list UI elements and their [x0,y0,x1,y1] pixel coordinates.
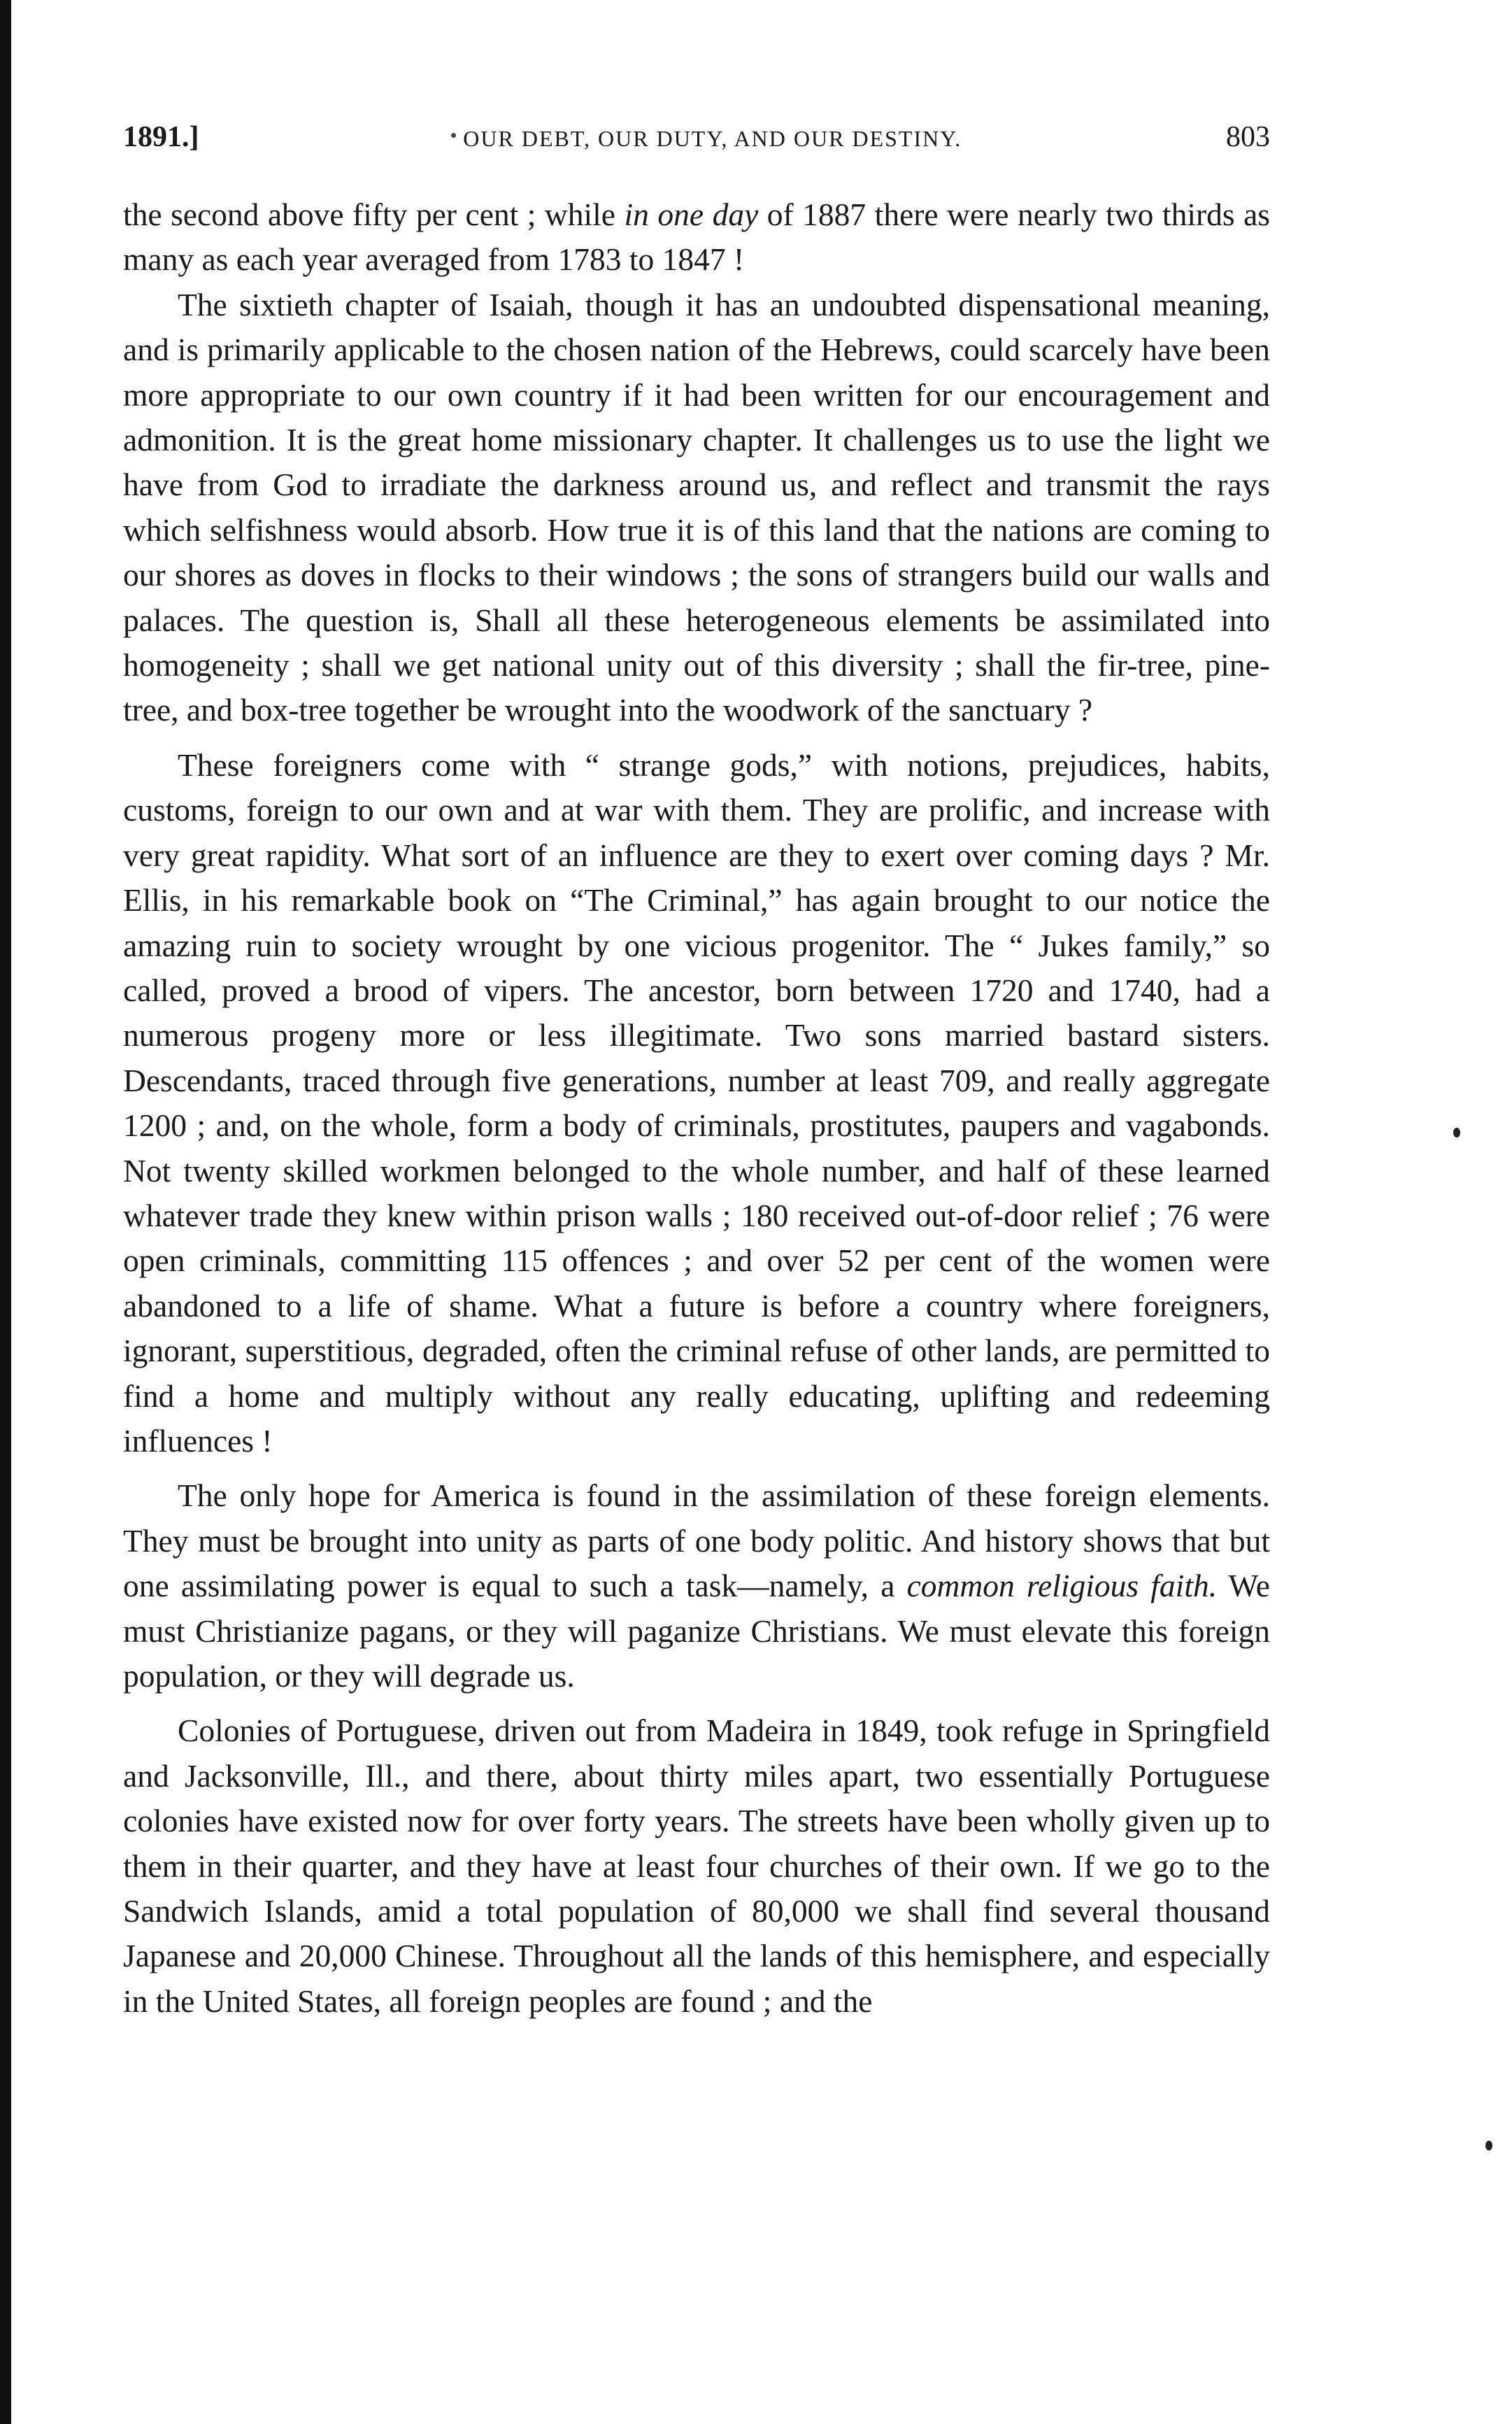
paragraph-1-emphasis: in one day [624,197,759,232]
ink-speck [451,133,456,138]
header-year: 1891.] [123,121,199,153]
paragraph-1 [123,192,1270,283]
paragraph-3: These foreigners come with “ strange gods,” with notions, prejudices, habits, customs, foreign to our own and at war with them. They are prolific, and increase with very great rapidity. What sort of an influence are they to exert over coming days ? Mr. Ellis, in his remarkable book on “The Criminal,” has again brought to our notice the amazing ruin to society wrought by one vicious progenitor. The “ Jukes family,” so called, proved a brood of vipers. The ancestor, born between 1720 and 1740, had a numerous progeny more or less illegitimate. Two sons married bastard sisters. Descendants, traced through five generations, number at least 709, and really aggregate 1200 ; and, on the whole, form a body of criminals, prostitutes, paupers and vagabonds. Not twenty skilled workmen belonged to the whole number, and half of these learned whatever trade they knew within prison walls ; 180 received out-of-door relief ; 76 were open criminals, committing 115 offences ; and over 52 per cent of the women were abandoned to a life of shame. What a future is before a country where foreigners, ignorant, superstitious, degraded, often the criminal refuse of other lands, are permitted to find a home and multiply without any really educating, uplifting and redeeming influences ! [123,746,1270,1459]
paragraph-1-text-a: the second above fifty per cent ; while [123,197,625,232]
paragraph-4-text-b: We must Christianize pagans, or they will paganize Christians. We must elevate this foreign population, or they will degrade us. [123,1568,1270,1694]
header-title: OUR DEBT, OUR DUTY, AND OUR DESTINY. [463,126,962,151]
paragraph-2: The sixtieth chapter of Isaiah, though it has an undoubted dispensational meaning, and is primarily applicable to the chosen nation of the Hebrews, could scarcely have been more appropriate to our own country if it had been written for our encouragement and admonition. It is the great home missionary chapter. It challenges us to use the light we have from God to irradiate the darkness around us, and reflect and transmit the rays which selfishness would absorb. How true it is of this land that the nations are coming to our shores as doves in flocks to their windows ; the sons of strangers build our walls and palaces. The question is, Shall all these heterogeneous elements be assimilated into homogeneity ; shall we get national unity out of this diversity ; shall the fir-tree, pine-tree, and box-tree together be wrought into the woodwork of the sanctuary ? [123,286,1270,728]
document-page [123,122,1270,2024]
page-binding-edge [0,0,11,2424]
paragraph-4-text-a: The only hope for America is found in the assimilation of these foreign elements. They must be brought into unity as parts of one body politic. And history shows that but one assimilating power is equal to such a task—namely, a [123,1477,1270,1604]
running-head [123,122,1270,164]
paragraph-5: Colonies of Portuguese, driven out from Madeira in 1849, took refuge in Springfield and Jacksonville, Ill., and there, about thirty miles apart, two essentially Portuguese colonies have existed now for over forty years. The streets have been wholly given up to them in their quarter, and they have at least four churches of their own. If we go to the Sandwich Islands, amid a total population of 80,000 we shall find several thousand Japanese and 20,000 Chinese. Throughout all the lands of this hemisphere, and especially in the United States, all foreign peoples are found ; and the [123,1713,1270,2019]
paragraph-4 [123,1473,1270,1699]
margin-mark-upper [1453,1128,1460,1137]
page-number: 803 [1225,121,1270,153]
paragraph-4-emphasis: common religious faith. [906,1568,1218,1604]
body-text [123,192,1270,2024]
margin-mark-lower [1485,2141,1492,2150]
paragraph-1-text-b: of 1887 there were nearly two thirds as many as each year averaged from 1783 to 1847 ! [123,197,1270,278]
